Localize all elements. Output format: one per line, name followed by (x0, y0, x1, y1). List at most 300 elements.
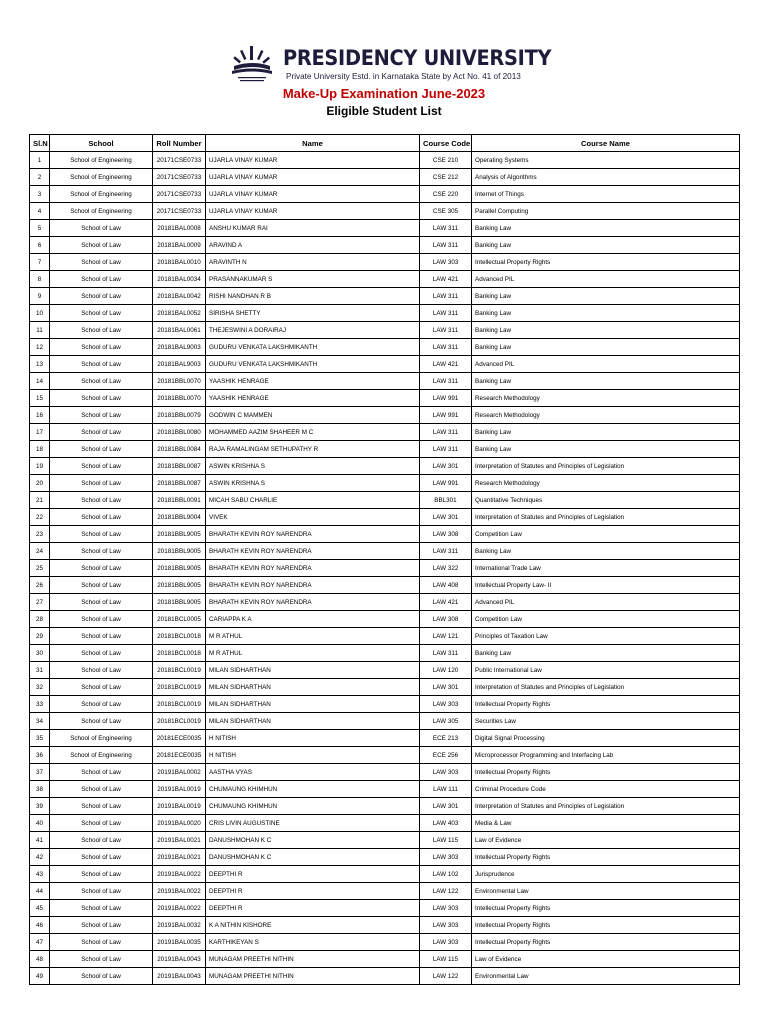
course-code-cell: LAW 311 (420, 441, 472, 458)
col-name-header: Name (206, 135, 420, 152)
sl-no-cell: 28 (30, 611, 50, 628)
table-row (30, 288, 740, 305)
table-row (30, 696, 740, 713)
table-row (30, 764, 740, 781)
name-cell: K A NITHIN KISHORE (206, 917, 420, 934)
course-code-cell: LAW 311 (420, 322, 472, 339)
table-row (30, 900, 740, 917)
course-name-cell: Banking Law (472, 645, 740, 662)
school-cell: School of Law (50, 832, 153, 849)
course-name-cell: Advanced PIL (472, 271, 740, 288)
table-row (30, 322, 740, 339)
course-name-cell: Interpretation of Statutes and Principles of Legislation (472, 458, 740, 475)
table-row (30, 509, 740, 526)
sl-no-cell: 25 (30, 560, 50, 577)
name-cell: GUDURU VENKATA LAKSHMIKANTH (206, 339, 420, 356)
school-cell: School of Law (50, 424, 153, 441)
sl-no-cell: 29 (30, 628, 50, 645)
table-row (30, 679, 740, 696)
table-row (30, 662, 740, 679)
roll-number-cell: 20181BBL0080 (153, 424, 206, 441)
course-code-cell: LAW 311 (420, 543, 472, 560)
table-row (30, 747, 740, 764)
roll-number-cell: 20191BAL0043 (153, 968, 206, 985)
school-cell: School of Engineering (50, 169, 153, 186)
table-row (30, 169, 740, 186)
course-code-cell: LAW 102 (420, 866, 472, 883)
col-course-name-header: Course Name (472, 135, 740, 152)
sl-no-cell: 13 (30, 356, 50, 373)
course-name-cell: Public International Law (472, 662, 740, 679)
school-cell: School of Law (50, 441, 153, 458)
name-cell: GUDURU VENKATA LAKSHMIKANTH (206, 356, 420, 373)
course-name-cell: Law of Evidence (472, 832, 740, 849)
course-name-cell: Banking Law (472, 543, 740, 560)
sl-no-cell: 35 (30, 730, 50, 747)
roll-number-cell: 20181BAL0034 (153, 271, 206, 288)
exam-title: Make-Up Examination June-2023 (282, 86, 486, 101)
roll-number-cell: 20191BAL0020 (153, 815, 206, 832)
school-cell: School of Law (50, 526, 153, 543)
name-cell: MILAN SIDHARTHAN (206, 696, 420, 713)
course-name-cell: Research Methodology (472, 475, 740, 492)
school-cell: School of Law (50, 254, 153, 271)
school-cell: School of Law (50, 764, 153, 781)
school-cell: School of Law (50, 713, 153, 730)
course-name-cell: Law of Evidence (472, 951, 740, 968)
name-cell: UJARLA VINAY KUMAR (206, 186, 420, 203)
school-cell: School of Law (50, 611, 153, 628)
roll-number-cell: 20181BCL0019 (153, 713, 206, 730)
name-cell: DEEPTHI R (206, 883, 420, 900)
course-code-cell: LAW 322 (420, 560, 472, 577)
course-name-cell: Advanced PIL (472, 356, 740, 373)
course-name-cell: Quantitative Techniques (472, 492, 740, 509)
sl-no-cell: 24 (30, 543, 50, 560)
roll-number-cell: 20181ECE0035 (153, 730, 206, 747)
course-name-cell: Banking Law (472, 373, 740, 390)
table-row (30, 951, 740, 968)
course-code-cell: LAW 115 (420, 832, 472, 849)
sl-no-cell: 4 (30, 203, 50, 220)
course-name-cell: Media & Law (472, 815, 740, 832)
table-row (30, 713, 740, 730)
course-code-cell: LAW 303 (420, 764, 472, 781)
course-name-cell: Intellectual Property Rights (472, 696, 740, 713)
school-cell: School of Engineering (50, 203, 153, 220)
course-name-cell: Parallel Computing (472, 203, 740, 220)
sl-no-cell: 41 (30, 832, 50, 849)
course-code-cell: LAW 421 (420, 356, 472, 373)
school-cell: School of Law (50, 594, 153, 611)
sl-no-cell: 42 (30, 849, 50, 866)
roll-number-cell: 20181BAL0042 (153, 288, 206, 305)
table-row (30, 373, 740, 390)
roll-number-cell: 20181BBL0070 (153, 373, 206, 390)
course-name-cell: Analysis of Algorithms (472, 169, 740, 186)
roll-number-cell: 20181BBL0087 (153, 475, 206, 492)
course-code-cell: LAW 301 (420, 458, 472, 475)
course-name-cell: Jurisprudence (472, 866, 740, 883)
table-row (30, 934, 740, 951)
roll-number-cell: 20181BBL0087 (153, 458, 206, 475)
sl-no-cell: 47 (30, 934, 50, 951)
table-row (30, 424, 740, 441)
course-code-cell: LAW 311 (420, 220, 472, 237)
school-cell: School of Law (50, 849, 153, 866)
table-row (30, 356, 740, 373)
name-cell: YAASHIK HENRAGE (206, 390, 420, 407)
roll-number-cell: 20181BCL0005 (153, 611, 206, 628)
school-cell: School of Law (50, 356, 153, 373)
course-name-cell: Banking Law (472, 237, 740, 254)
roll-number-cell: 20181BBL9004 (153, 509, 206, 526)
course-name-cell: Digital Signal Processing (472, 730, 740, 747)
name-cell: DANUSHMOHAN K C (206, 832, 420, 849)
roll-number-cell: 20191BAL0022 (153, 900, 206, 917)
table-row (30, 271, 740, 288)
course-code-cell: LAW 311 (420, 237, 472, 254)
course-name-cell: Interpretation of Statutes and Principles of Legislation (472, 679, 740, 696)
sl-no-cell: 8 (30, 271, 50, 288)
roll-number-cell: 20181ECE0035 (153, 747, 206, 764)
name-cell: DANUSHMOHAN K C (206, 849, 420, 866)
school-cell: School of Law (50, 577, 153, 594)
roll-number-cell: 20181BAL9003 (153, 339, 206, 356)
school-cell: School of Law (50, 679, 153, 696)
name-cell: DEEPTHI R (206, 900, 420, 917)
name-cell: UJARLA VINAY KUMAR (206, 152, 420, 169)
school-cell: School of Law (50, 543, 153, 560)
roll-number-cell: 20191BAL0002 (153, 764, 206, 781)
course-name-cell: Intellectual Property Rights (472, 764, 740, 781)
course-code-cell: LAW 301 (420, 679, 472, 696)
roll-number-cell: 20181BAL9003 (153, 356, 206, 373)
sl-no-cell: 6 (30, 237, 50, 254)
sl-no-cell: 46 (30, 917, 50, 934)
name-cell: VIVEK (206, 509, 420, 526)
sl-no-cell: 21 (30, 492, 50, 509)
table-row (30, 458, 740, 475)
school-cell: School of Law (50, 339, 153, 356)
course-code-cell: LAW 303 (420, 900, 472, 917)
course-code-cell: LAW 421 (420, 594, 472, 611)
table-body (30, 152, 740, 985)
course-name-cell: Banking Law (472, 441, 740, 458)
course-name-cell: Research Methodology (472, 407, 740, 424)
school-cell: School of Law (50, 628, 153, 645)
name-cell: RAJA RAMALINGAM SETHUPATHY R (206, 441, 420, 458)
sl-no-cell: 27 (30, 594, 50, 611)
roll-number-cell: 20181BCL0019 (153, 662, 206, 679)
school-cell: School of Law (50, 934, 153, 951)
table-row (30, 543, 740, 560)
name-cell: CRIS LIVIN AUGUSTINE (206, 815, 420, 832)
school-cell: School of Law (50, 288, 153, 305)
course-code-cell: LAW 303 (420, 254, 472, 271)
roll-number-cell: 20181BBL9005 (153, 543, 206, 560)
name-cell: BHARATH KEVIN ROY NARENDRA (206, 526, 420, 543)
school-cell: School of Law (50, 866, 153, 883)
col-school-header: School (50, 135, 153, 152)
course-code-cell: LAW 311 (420, 339, 472, 356)
table-row (30, 968, 740, 985)
course-name-cell: Banking Law (472, 305, 740, 322)
sl-no-cell: 48 (30, 951, 50, 968)
name-cell: BHARATH KEVIN ROY NARENDRA (206, 594, 420, 611)
sl-no-cell: 14 (30, 373, 50, 390)
school-cell: School of Law (50, 475, 153, 492)
roll-number-cell: 20181BAL0052 (153, 305, 206, 322)
school-cell: School of Law (50, 781, 153, 798)
name-cell: M R ATHUL (206, 628, 420, 645)
school-cell: School of Law (50, 968, 153, 985)
name-cell: AASTHA VYAS (206, 764, 420, 781)
sl-no-cell: 5 (30, 220, 50, 237)
roll-number-cell: 20191BAL0021 (153, 849, 206, 866)
name-cell: KARTHIKEYAN S (206, 934, 420, 951)
school-cell: School of Law (50, 237, 153, 254)
sl-no-cell: 23 (30, 526, 50, 543)
roll-number-cell: 20181BAL0008 (153, 220, 206, 237)
name-cell: ARAVIND A (206, 237, 420, 254)
table-row (30, 781, 740, 798)
table-row (30, 560, 740, 577)
roll-number-cell: 20181BBL0091 (153, 492, 206, 509)
sl-no-cell: 39 (30, 798, 50, 815)
name-cell: M R ATHUL (206, 645, 420, 662)
table-row (30, 220, 740, 237)
name-cell: MILAN SIDHARTHAN (206, 713, 420, 730)
sl-no-cell: 18 (30, 441, 50, 458)
roll-number-cell: 20171CSE0733 (153, 152, 206, 169)
sl-no-cell: 40 (30, 815, 50, 832)
table-row (30, 577, 740, 594)
table-row (30, 611, 740, 628)
school-cell: School of Engineering (50, 747, 153, 764)
name-cell: CHUMAUNG KHIMHUN (206, 781, 420, 798)
roll-number-cell: 20171CSE0733 (153, 203, 206, 220)
school-cell: School of Law (50, 798, 153, 815)
course-code-cell: LAW 121 (420, 628, 472, 645)
course-name-cell: Intellectual Property Rights (472, 917, 740, 934)
roll-number-cell: 20181BCL0018 (153, 645, 206, 662)
table-header (30, 135, 740, 152)
roll-number-cell: 20181BAL0010 (153, 254, 206, 271)
roll-number-cell: 20191BAL0022 (153, 866, 206, 883)
school-cell: School of Law (50, 390, 153, 407)
course-code-cell: LAW 311 (420, 288, 472, 305)
course-name-cell: International Trade Law (472, 560, 740, 577)
student-table (29, 134, 740, 985)
name-cell: ANSHU KUMAR RAI (206, 220, 420, 237)
course-name-cell: Internet of Things (472, 186, 740, 203)
course-code-cell: LAW 303 (420, 917, 472, 934)
course-code-cell: LAW 403 (420, 815, 472, 832)
name-cell: GODWIN C MAMMEN (206, 407, 420, 424)
sl-no-cell: 9 (30, 288, 50, 305)
course-code-cell: CSE 220 (420, 186, 472, 203)
col-sl-no-header: Sl.N (30, 135, 50, 152)
roll-number-cell: 20191BAL0032 (153, 917, 206, 934)
name-cell: BHARATH KEVIN ROY NARENDRA (206, 543, 420, 560)
table-row (30, 492, 740, 509)
header-row (30, 135, 740, 152)
name-cell: H NITISH (206, 730, 420, 747)
roll-number-cell: 20191BAL0021 (153, 832, 206, 849)
course-code-cell: LAW 991 (420, 475, 472, 492)
table-row (30, 152, 740, 169)
course-code-cell: LAW 308 (420, 611, 472, 628)
table-row (30, 390, 740, 407)
course-name-cell: Banking Law (472, 288, 740, 305)
table-row (30, 866, 740, 883)
school-cell: School of Law (50, 883, 153, 900)
course-name-cell: Intellectual Property Rights (472, 254, 740, 271)
sl-no-cell: 43 (30, 866, 50, 883)
school-cell: School of Law (50, 271, 153, 288)
sl-no-cell: 36 (30, 747, 50, 764)
sl-no-cell: 34 (30, 713, 50, 730)
name-cell: MILAN SIDHARTHAN (206, 662, 420, 679)
sl-no-cell: 20 (30, 475, 50, 492)
course-code-cell: ECE 213 (420, 730, 472, 747)
name-cell: ARAVINTH N (206, 254, 420, 271)
sl-no-cell: 11 (30, 322, 50, 339)
col-course-code-header: Course Code (420, 135, 472, 152)
name-cell: DEEPTHI R (206, 866, 420, 883)
roll-number-cell: 20181BCL0018 (153, 628, 206, 645)
sl-no-cell: 31 (30, 662, 50, 679)
name-cell: H NITISH (206, 747, 420, 764)
name-cell: SIRISHA SHETTY (206, 305, 420, 322)
course-code-cell: LAW 303 (420, 849, 472, 866)
sl-no-cell: 3 (30, 186, 50, 203)
sl-no-cell: 1 (30, 152, 50, 169)
course-code-cell: CSE 305 (420, 203, 472, 220)
university-logo-icon (228, 44, 276, 86)
table-row (30, 815, 740, 832)
course-name-cell: Intellectual Property Rights (472, 900, 740, 917)
school-cell: School of Law (50, 220, 153, 237)
table-row (30, 594, 740, 611)
table-row (30, 407, 740, 424)
sl-no-cell: 26 (30, 577, 50, 594)
course-name-cell: Interpretation of Statutes and Principles of Legislation (472, 509, 740, 526)
name-cell: MILAN SIDHARTHAN (206, 679, 420, 696)
school-cell: School of Law (50, 407, 153, 424)
course-name-cell: Banking Law (472, 339, 740, 356)
course-name-cell: Criminal Procedure Code (472, 781, 740, 798)
course-code-cell: LAW 311 (420, 424, 472, 441)
university-subtitle: Private University Estd. in Karnataka State by Act No. 41 of 2013 (286, 72, 521, 81)
course-name-cell: Environmental Law (472, 968, 740, 985)
name-cell: BHARATH KEVIN ROY NARENDRA (206, 560, 420, 577)
name-cell: YAASHIK HENRAGE (206, 373, 420, 390)
school-cell: School of Law (50, 696, 153, 713)
roll-number-cell: 20181BBL9005 (153, 594, 206, 611)
name-cell: MOHAMMED AAZIM SHAHEER M C (206, 424, 420, 441)
table-row (30, 883, 740, 900)
sl-no-cell: 22 (30, 509, 50, 526)
course-code-cell: BBL301 (420, 492, 472, 509)
sl-no-cell: 32 (30, 679, 50, 696)
sl-no-cell: 38 (30, 781, 50, 798)
roll-number-cell: 20191BAL0019 (153, 781, 206, 798)
course-code-cell: LAW 421 (420, 271, 472, 288)
table-row (30, 917, 740, 934)
course-name-cell: Banking Law (472, 322, 740, 339)
sl-no-cell: 12 (30, 339, 50, 356)
course-name-cell: Banking Law (472, 220, 740, 237)
school-cell: School of Law (50, 645, 153, 662)
roll-number-cell: 20191BAL0043 (153, 951, 206, 968)
sl-no-cell: 15 (30, 390, 50, 407)
table-row (30, 798, 740, 815)
course-code-cell: LAW 301 (420, 798, 472, 815)
course-name-cell: Research Methodology (472, 390, 740, 407)
table-row (30, 730, 740, 747)
school-cell: School of Law (50, 815, 153, 832)
roll-number-cell: 20181BBL0084 (153, 441, 206, 458)
table-row (30, 526, 740, 543)
school-cell: School of Law (50, 458, 153, 475)
course-name-cell: Microprocessor Programming and Interfacing Lab (472, 747, 740, 764)
table-row (30, 441, 740, 458)
course-code-cell: LAW 311 (420, 373, 472, 390)
roll-number-cell: 20191BAL0022 (153, 883, 206, 900)
name-cell: UJARLA VINAY KUMAR (206, 203, 420, 220)
sl-no-cell: 10 (30, 305, 50, 322)
name-cell: UJARLA VINAY KUMAR (206, 169, 420, 186)
table-row (30, 645, 740, 662)
sl-no-cell: 37 (30, 764, 50, 781)
school-cell: School of Law (50, 662, 153, 679)
roll-number-cell: 20181BBL9005 (153, 577, 206, 594)
roll-number-cell: 20171CSE0733 (153, 169, 206, 186)
course-name-cell: Securities Law (472, 713, 740, 730)
sl-no-cell: 33 (30, 696, 50, 713)
table-row (30, 339, 740, 356)
school-cell: School of Law (50, 917, 153, 934)
school-cell: School of Law (50, 560, 153, 577)
course-code-cell: ECE 256 (420, 747, 472, 764)
course-code-cell: CSE 210 (420, 152, 472, 169)
course-code-cell: LAW 305 (420, 713, 472, 730)
course-code-cell: LAW 115 (420, 951, 472, 968)
name-cell: ASWIN KRISHNA S (206, 458, 420, 475)
course-code-cell: CSE 212 (420, 169, 472, 186)
roll-number-cell: 20181BBL9005 (153, 526, 206, 543)
school-cell: School of Law (50, 373, 153, 390)
roll-number-cell: 20181BBL0079 (153, 407, 206, 424)
university-name: PRESIDENCY UNIVERSITY (283, 46, 552, 70)
school-cell: School of Law (50, 492, 153, 509)
school-cell: School of Engineering (50, 152, 153, 169)
course-code-cell: LAW 311 (420, 645, 472, 662)
sl-no-cell: 2 (30, 169, 50, 186)
table-row (30, 628, 740, 645)
course-code-cell: LAW 311 (420, 305, 472, 322)
table-row (30, 305, 740, 322)
roll-number-cell: 20181BBL0070 (153, 390, 206, 407)
roll-number-cell: 20181BBL9005 (153, 560, 206, 577)
sl-no-cell: 30 (30, 645, 50, 662)
list-title: Eligible Student List (326, 104, 442, 118)
school-cell: School of Law (50, 322, 153, 339)
sl-no-cell: 44 (30, 883, 50, 900)
course-name-cell: Interpretation of Statutes and Principles of Legislation (472, 798, 740, 815)
